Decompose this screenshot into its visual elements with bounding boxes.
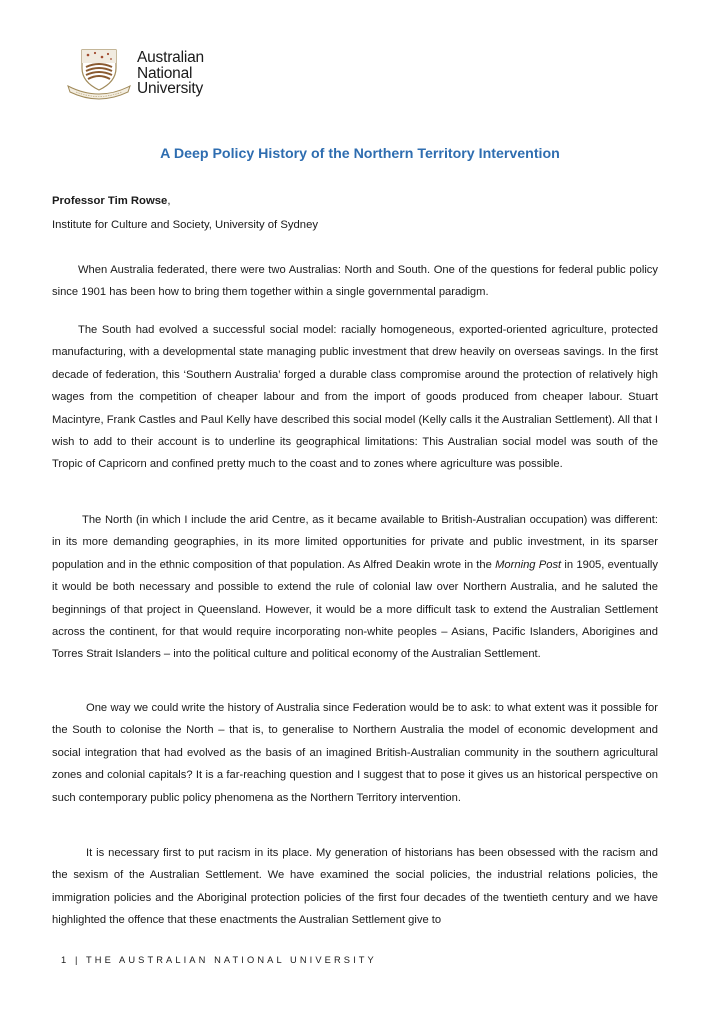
anu-wordmark xyxy=(137,50,204,97)
author-line xyxy=(52,195,170,207)
logo-line-university: University xyxy=(137,80,204,97)
author-separator: , xyxy=(167,195,171,207)
paragraph-text-segment: The South had evolved a successful social model: racially homogeneous, exported-oriented agriculture, protected manufacturing, with a developmental state managing public investment that drew heavily on overseas savings. In the first decade of federation, this ‘Southern Australia’ forged a durable class compromise around the protection of relatively high wages from the competition of cheaper labour and from the import of goods produced from cheaper labour. Stuart Macintyre, Frank Castles and Paul Kelly have described this social model (Kelly calls it the Australian Settlement). All that I wish to add to their account is to underline its geographical limitations: This Australian social model was south of the Tropic of Capricorn and confined pretty much to the coast and to zones where agriculture was possible. xyxy=(52,324,658,471)
paragraph-4 xyxy=(52,697,658,809)
paragraph-text-segment: It is necessary first to put racism in its place. My generation of historians has been obsessed with the racism and the sexism of the Australian Settlement. We have examined the social policies, the industrial relations policies, the immigration policies and the Aboriginal protection policies of the first four decades of the twentieth century and we have highlighted the offence that these enactments the Australian Settlement give to xyxy=(52,847,658,927)
paragraph-text-segment: One way we could write the history of Australia since Federation would be to ask: to what extent was it possible for the South to colonise the North – that is, to generalise to Northern Australia the model of economic development and social integration that had evolved as the basis of an imagined British-Australian community in the southern agricultural zones and colonial capitals? It is a far-reaching question and I suggest that to pose it gives us an historical perspective on such contemporary public policy phenomena as the Northern Territory intervention. xyxy=(52,702,658,804)
paragraph-2 xyxy=(52,319,658,476)
anu-logo xyxy=(64,46,214,102)
logo-line-australian: Australian xyxy=(137,49,204,66)
paragraph-text-segment: in 1905, eventually it would be both necessary and possible to extend the rule of colonial law over Northern Australia, and he saluted the beginnings of that project in Queensland. However, it would be a more difficult task to extend the Australian Settlement across the continent, for that would require incorporating non-white peoples – Asians, Pacific Islanders, Aborigines and Torres Strait Islanders – into the political culture and political economy of the Australian Settlement. xyxy=(52,558,659,661)
anu-crest-icon xyxy=(64,46,134,100)
paragraph-text-segment: The North (in which I include the arid Centre, as it became available to British-Australian occupation) was different: in its more demanding geographies, in its more limited opportunities for private and public investment, in its sparser population and in the ethnic composition of that population. As Alfred Deakin wrote in the xyxy=(52,514,658,571)
page-footer: 1 | THE AUSTRALIAN NATIONAL UNIVERSITY xyxy=(61,955,377,965)
author-affiliation: Institute for Culture and Society, University of Sydney xyxy=(52,219,319,231)
author-name: Professor Tim Rowse xyxy=(52,195,168,207)
document-title: A Deep Policy History of the Northern Territory Intervention xyxy=(160,146,560,162)
paragraph-5 xyxy=(52,842,658,932)
logo-line-national: National xyxy=(137,64,193,82)
paragraph-text-segment: When Australia federated, there were two Australias: North and South. One of the questions for federal public policy since 1901 has been how to bring them together within a single governmental paradigm. xyxy=(52,264,658,299)
paragraph-1 xyxy=(52,259,658,304)
paragraph-3 xyxy=(52,509,658,666)
paragraph-text-segment: Morning Post xyxy=(495,558,562,571)
